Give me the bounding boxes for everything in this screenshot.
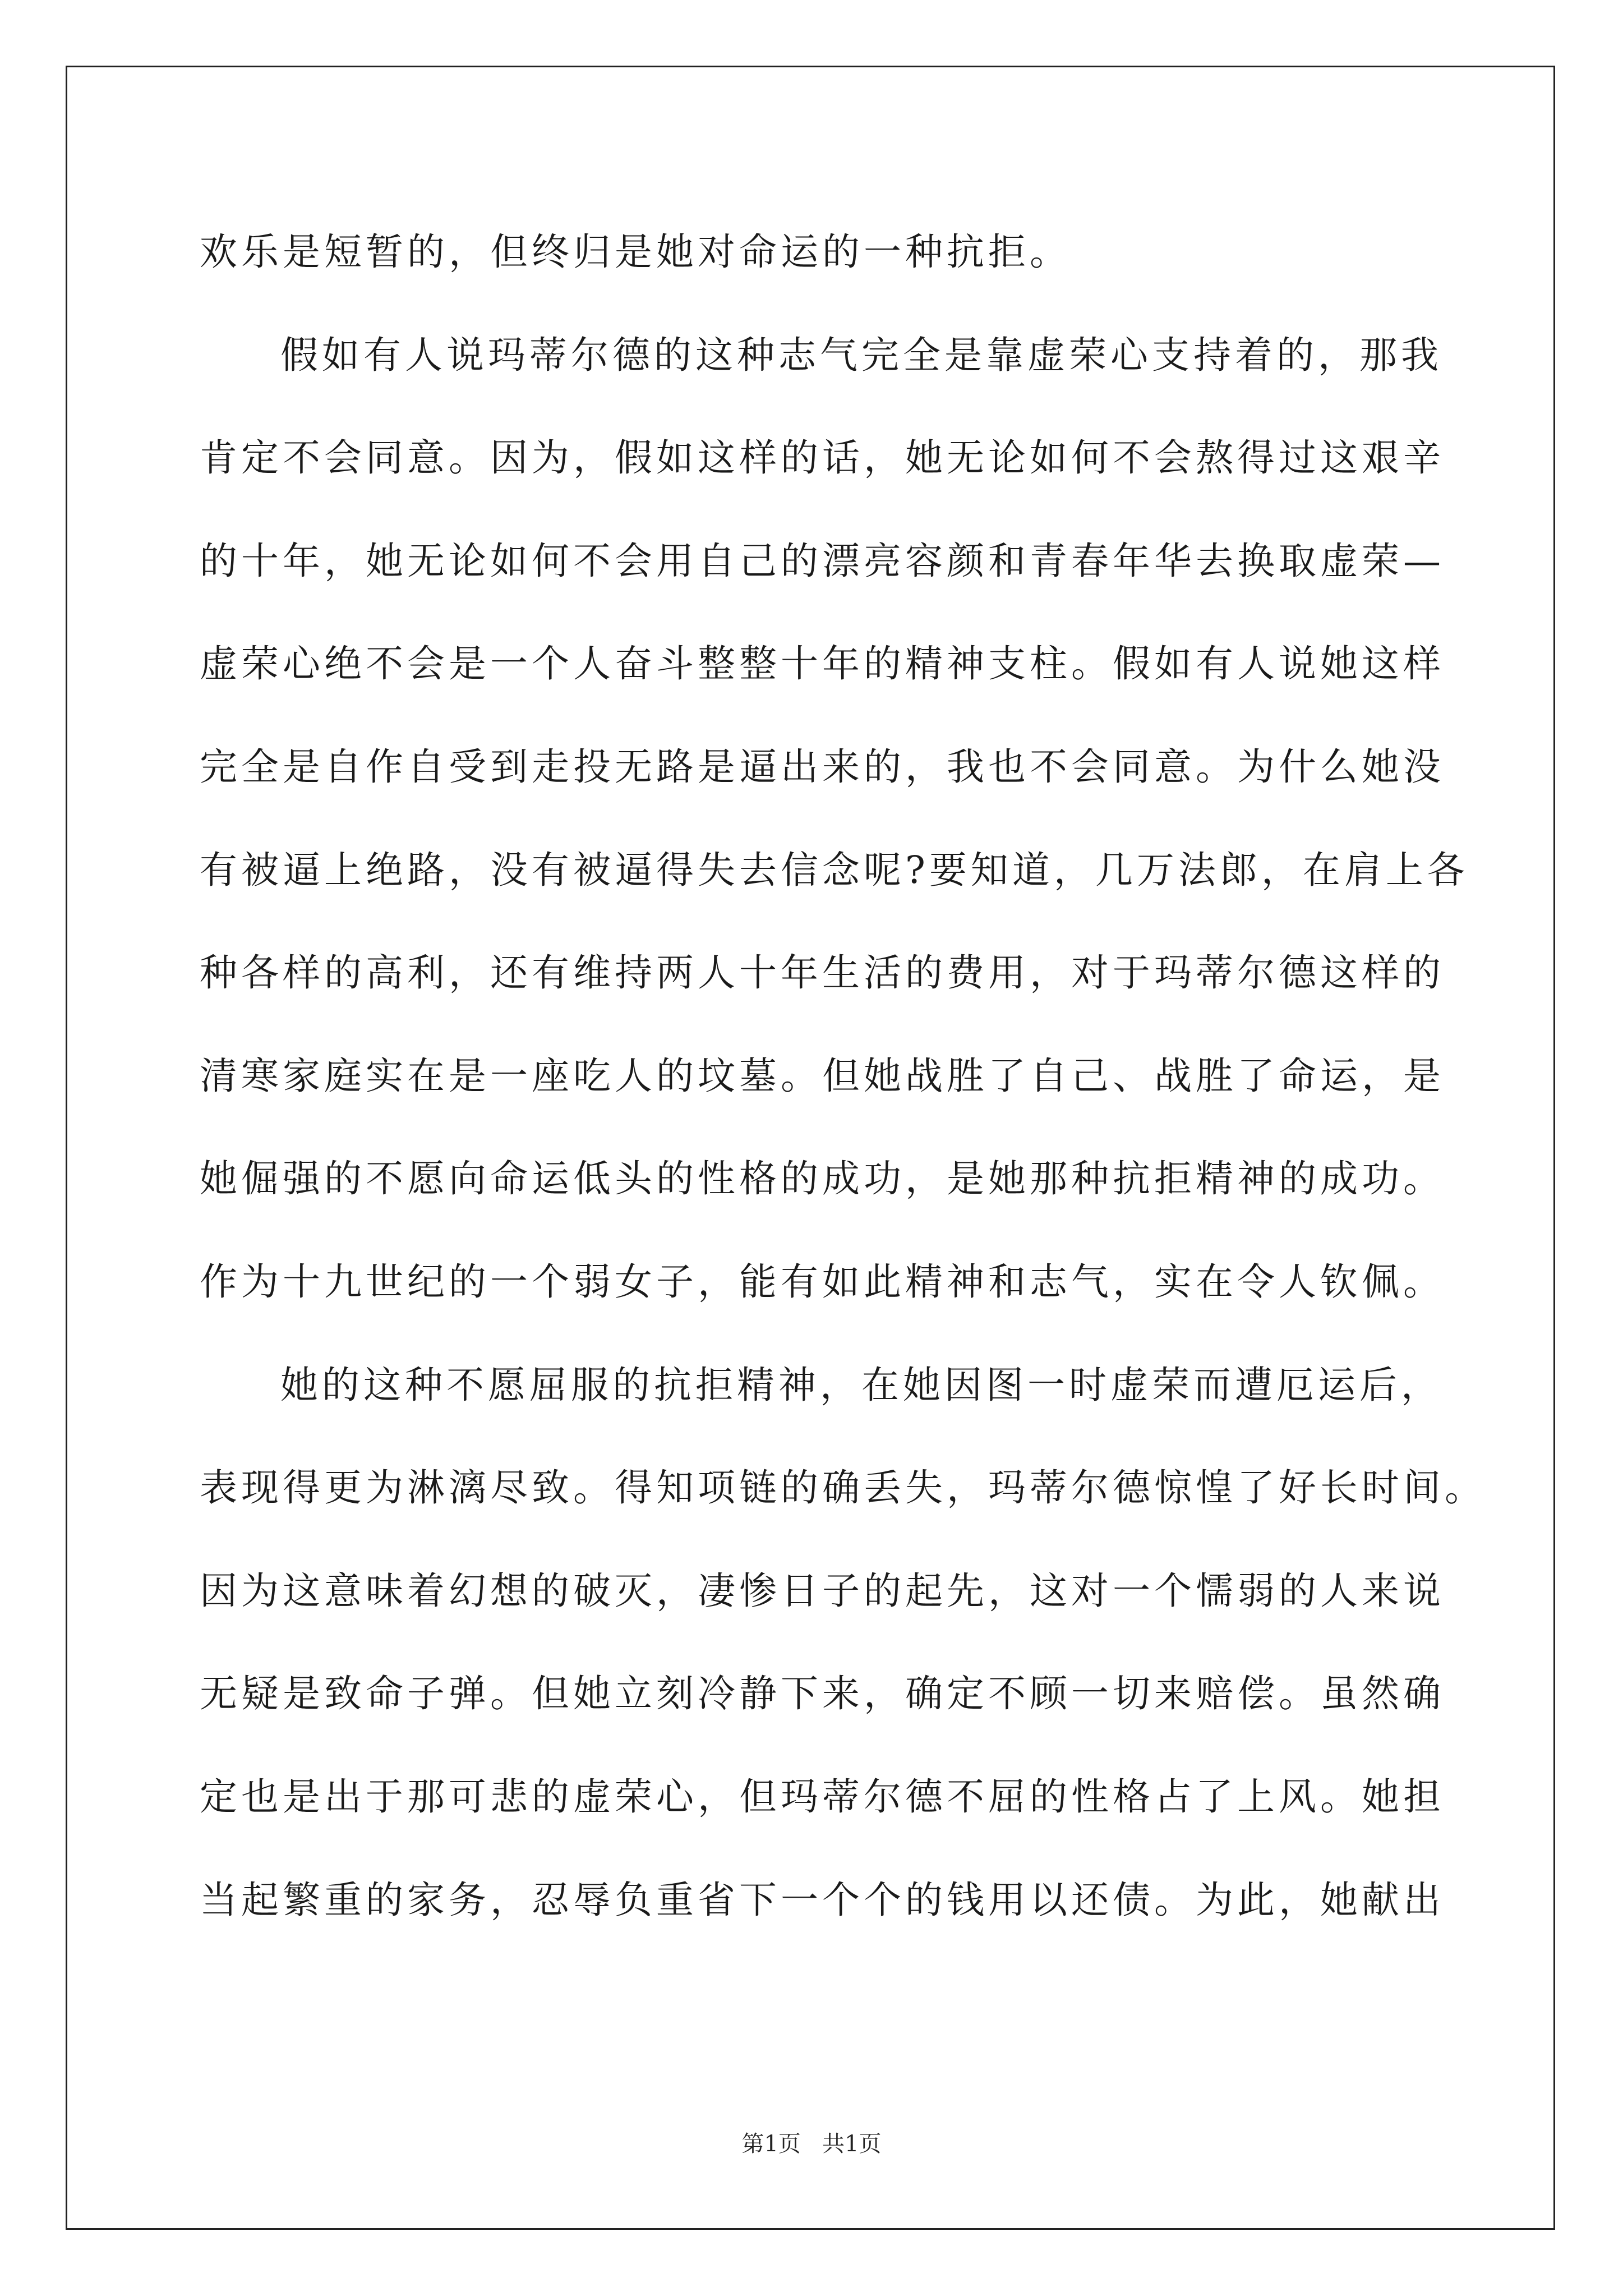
- body-line: 完全是自作自受到走投无路是逼出来的，我也不会同意。为什么她没: [200, 744, 1445, 789]
- body-line: 欢乐是短暂的，但终归是她对命运的一种抗拒。: [200, 230, 1071, 274]
- body-line: 作为十九世纪的一个弱女子，能有如此精神和志气，实在令人钦佩。: [200, 1259, 1445, 1304]
- body-line: 定也是出于那可悲的虚荣心，但玛蒂尔德不屈的性格占了上风。她担: [200, 1774, 1445, 1819]
- body-line: 清寒家庭实在是一座吃人的坟墓。但她战胜了自己、战胜了命运，是: [200, 1053, 1445, 1098]
- body-line: 因为这意味着幻想的破灭，凄惨日子的起先，这对一个懦弱的人来说: [200, 1568, 1445, 1613]
- page-number-footer: 第1页 共1页: [741, 2131, 882, 2157]
- body-line: 她倔强的不愿向命运低头的性格的成功，是她那种抗拒精神的成功。: [200, 1157, 1445, 1201]
- body-line: 她的这种不愿屈服的抗拒精神，在她因图一时虚荣而遭厄运后，: [280, 1363, 1442, 1407]
- body-line: 无疑是致命子弹。但她立刻冷静下来，确定不顾一切来赔偿。虽然确: [200, 1672, 1445, 1716]
- body-line: 的十年，她无论如何不会用自己的漂亮容颜和青春年华去换取虚荣—: [200, 539, 1445, 583]
- body-line: 肯定不会同意。因为，假如这样的话，她无论如何不会熬得过这艰辛: [200, 436, 1445, 480]
- document-body: [200, 201, 1486, 1952]
- body-line: 有被逼上绝路，没有被逼得失去信念呢?要知道，几万法郎，在肩上各: [200, 848, 1469, 892]
- body-line: 假如有人说玛蒂尔德的这种志气完全是靠虚荣心支持着的，那我: [280, 333, 1442, 377]
- body-line: 当起繁重的家务，忍辱负重省下一个个的钱用以还债。为此，她献出: [200, 1878, 1445, 1922]
- body-line: 虚荣心绝不会是一个人奋斗整整十年的精神支柱。假如有人说她这样: [200, 642, 1445, 686]
- body-line: 表现得更为淋漓尽致。得知项链的确丢失，玛蒂尔德惊惶了好长时间。: [200, 1466, 1486, 1510]
- body-line: 种各样的高利，还有维持两人十年生活的费用，对于玛蒂尔德这样的: [200, 951, 1445, 995]
